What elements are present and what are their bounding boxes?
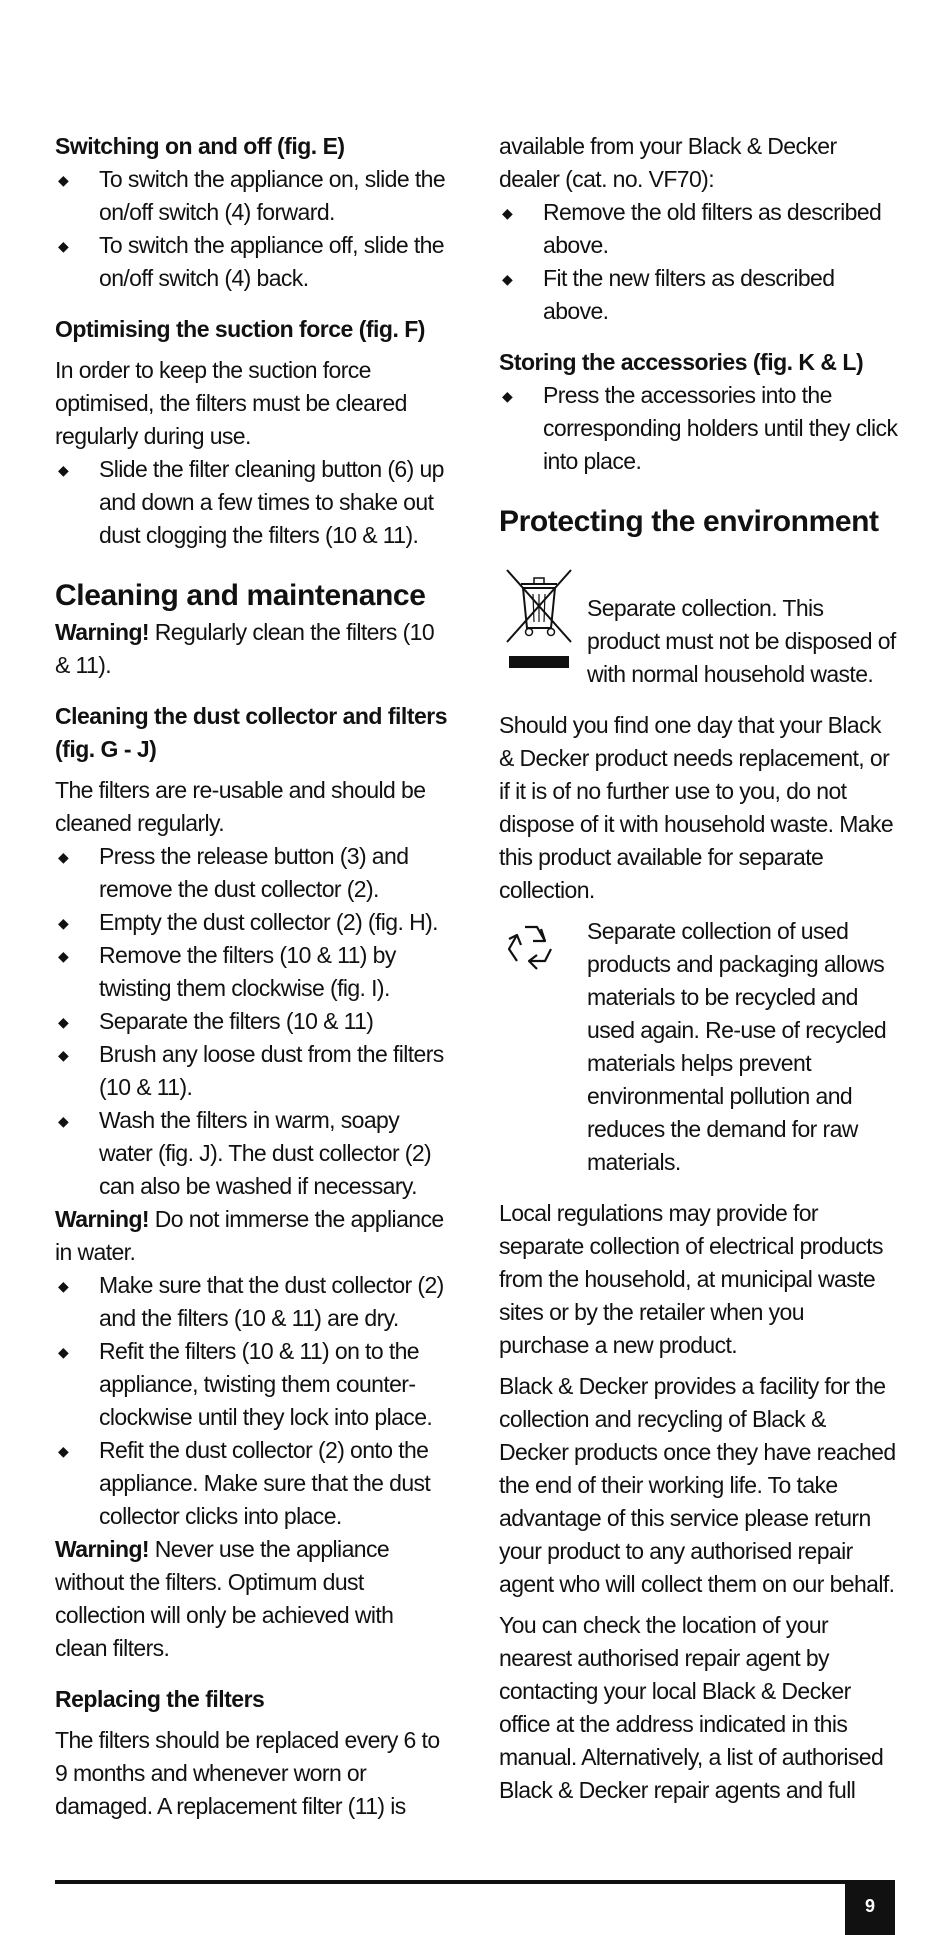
- list-item: ◆ Remove the filters (10 & 11) by twisting them clockwise (fig. I).: [58, 942, 396, 1001]
- right-column: [499, 130, 899, 1807]
- suction-paragraph: In order to keep the suction force optimised, the filters must be cleared regularly during use.: [55, 357, 407, 449]
- never-warning: Warning! Never use the appliance without the filters. Optimum dust collection will only be achieved with clean filters.: [55, 1536, 394, 1661]
- diamond-bullet-icon: ◆: [58, 1344, 69, 1360]
- list-item: ◆ Remove the old filters as described above.: [502, 199, 882, 258]
- dust-list: [55, 840, 450, 1203]
- list-item: ◆ Press the accessories into the corresponding holders until they click into place.: [502, 382, 898, 474]
- list-item: ◆ Press the release button (3) and remove the dust collector (2).: [58, 843, 409, 902]
- switching-list: [55, 163, 450, 295]
- switching-heading: Switching on and off (fig. E): [55, 133, 345, 159]
- cleaning-warning: Warning! Regularly clean the filters (10 & 11).: [55, 619, 435, 678]
- warning-label: Warning!: [55, 1536, 149, 1562]
- environment-heading: Protecting the environment: [499, 505, 879, 538]
- replacing-heading: Replacing the filters: [55, 1686, 265, 1712]
- diamond-bullet-icon: ◆: [58, 172, 69, 188]
- storing-list: [499, 379, 899, 478]
- list-item: ◆ Refit the dust collector (2) onto the appliance. Make sure that the dust collector clicks into place.: [58, 1437, 431, 1529]
- diamond-bullet-icon: ◆: [58, 849, 69, 865]
- crossed-out-wheelie-bin-icon: [499, 566, 587, 681]
- storing-heading: Storing the accessories (fig. K & L): [499, 349, 864, 375]
- immerse-warning: Warning! Do not immerse the appliance in water.: [55, 1206, 444, 1265]
- left-column: [55, 130, 450, 1823]
- diamond-bullet-icon: ◆: [502, 271, 513, 287]
- diamond-bullet-icon: ◆: [58, 462, 69, 478]
- list-item: ◆ Separate the filters (10 & 11): [58, 1008, 374, 1034]
- separate-collection-text: Separate collection. This product must not be disposed of with normal household waste.: [587, 595, 896, 687]
- list-item: ◆ Brush any loose dust from the filters (10 & 11).: [58, 1041, 444, 1100]
- diamond-bullet-icon: ◆: [502, 388, 513, 404]
- diamond-bullet-icon: ◆: [58, 948, 69, 964]
- continued-paragraph: available from your Black & Decker dealer (cat. no. VF70):: [499, 133, 837, 192]
- dust-paragraph: The filters are re-usable and should be cleaned regularly.: [55, 777, 426, 836]
- should-paragraph: Should you find one day that your Black & Decker product needs replacement, or if it is of no further use to you, do not dispose of it with household waste. Make this product available for separate collection.: [499, 712, 894, 903]
- diamond-bullet-icon: ◆: [58, 915, 69, 931]
- suction-heading: Optimising the suction force (fig. F): [55, 316, 425, 342]
- recycle-block: [499, 915, 899, 1179]
- page-number: 9: [845, 1880, 895, 1935]
- suction-list: [55, 453, 450, 552]
- replacing-paragraph: The filters should be replaced every 6 to 9 months and whenever worn or damaged. A replacement filter (11) is: [55, 1727, 440, 1819]
- diamond-bullet-icon: ◆: [58, 238, 69, 254]
- list-item: ◆ To switch the appliance off, slide the on/off switch (4) back.: [58, 232, 444, 291]
- warning-label: Warning!: [55, 619, 149, 645]
- local-paragraph: Local regulations may provide for separate collection of electrical products from the household, at municipal waste sites or by the retailer when you purchase a new product.: [499, 1200, 883, 1358]
- dust-heading: Cleaning the dust collector and filters (fig. G - J): [55, 703, 448, 762]
- list-item: ◆ Refit the filters (10 & 11) on to the appliance, twisting them counter-clockwise until they lock into place.: [58, 1338, 433, 1430]
- list-item: ◆ Slide the filter cleaning button (6) up and down a few times to shake out dust clogging the filters (10 & 11).: [58, 456, 444, 548]
- diamond-bullet-icon: ◆: [58, 1443, 69, 1459]
- check-location-paragraph: You can check the location of your nearest authorised repair agent by contacting your local Black & Decker office at the address indicated in this manual. Alternatively, a list of authorised Black & Decker repair agents and full: [499, 1612, 884, 1803]
- warning-label: Warning!: [55, 1206, 149, 1232]
- list-item: ◆ Make sure that the dust collector (2) and the filters (10 & 11) are dry.: [58, 1272, 444, 1331]
- list-item: ◆ Fit the new filters as described above.: [502, 265, 835, 324]
- diamond-bullet-icon: ◆: [58, 1014, 69, 1030]
- footer-rule: [55, 1880, 895, 1884]
- diamond-bullet-icon: ◆: [502, 205, 513, 221]
- list-item: ◆ Empty the dust collector (2) (fig. H).: [58, 909, 438, 935]
- recycle-text: Separate collection of used products and packaging allows materials to be recycled and used again. Re-use of recycled materials helps prevent environmental pollution and reduces the demand for raw materials.: [587, 918, 887, 1175]
- diamond-bullet-icon: ◆: [58, 1047, 69, 1063]
- recycling-symbol-icon: [499, 915, 587, 986]
- cleaning-heading: Cleaning and maintenance: [55, 579, 426, 612]
- bd-facility-paragraph: Black & Decker provides a facility for the collection and recycling of Black & Decker products once they have reached the end of their working life. To take advantage of this service please return your product to any authorised repair agent who will collect them on our behalf.: [499, 1373, 896, 1597]
- diamond-bullet-icon: ◆: [58, 1113, 69, 1129]
- diamond-bullet-icon: ◆: [58, 1278, 69, 1294]
- weee-block: [499, 566, 899, 691]
- dry-list: [55, 1269, 450, 1533]
- list-item: ◆ To switch the appliance on, slide the on/off switch (4) forward.: [58, 166, 446, 225]
- replace-list: [499, 196, 899, 328]
- list-item: ◆ Wash the filters in warm, soapy water (fig. J). The dust collector (2) can also be washed if necessary.: [58, 1107, 432, 1199]
